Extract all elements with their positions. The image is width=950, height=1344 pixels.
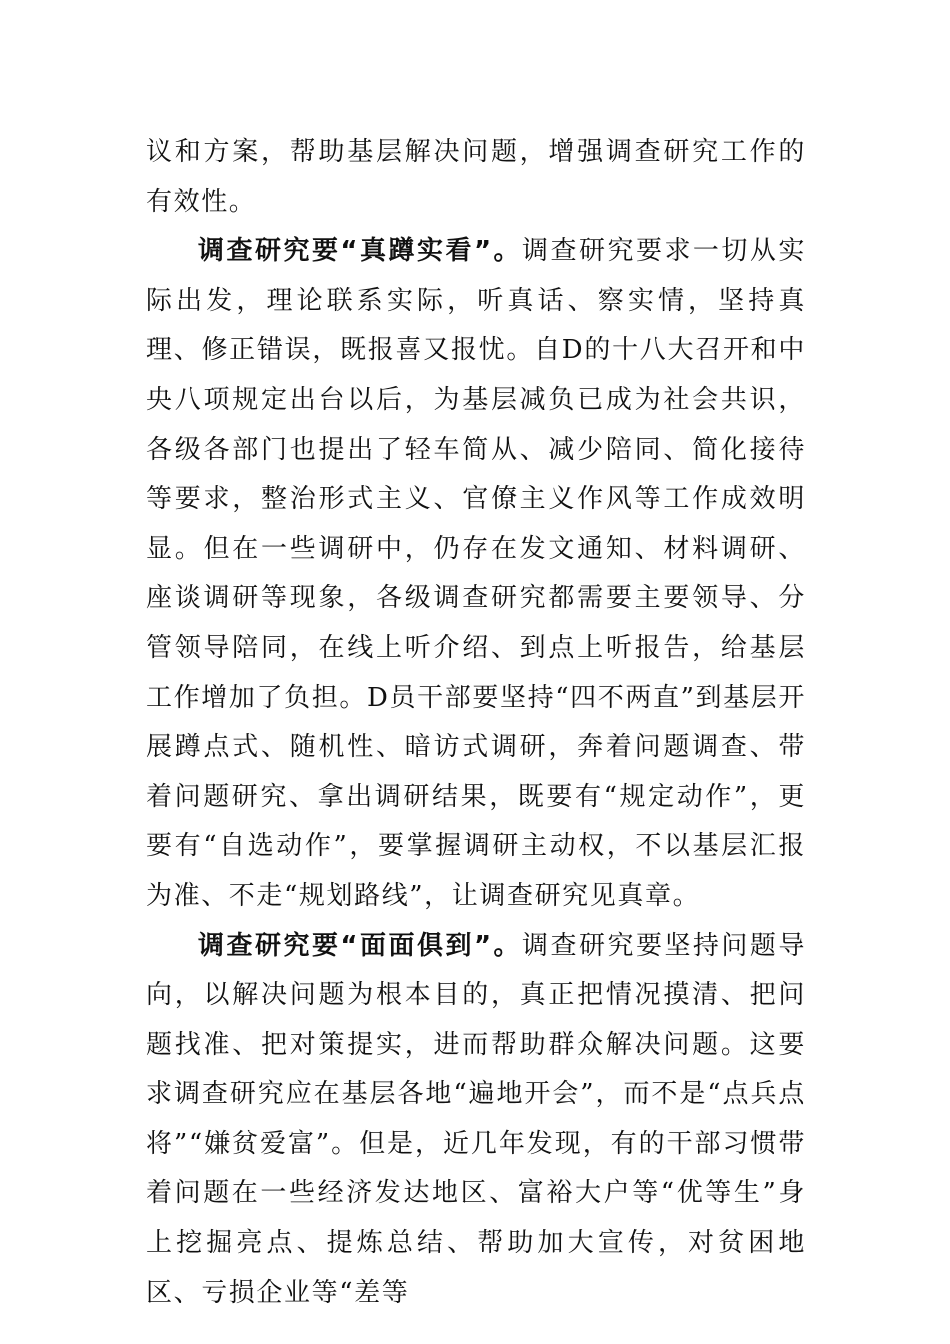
paragraph-body-text: 调查研究要坚持问题导向，以解决问题为根本目的，真正把情况摸清、把问题找准、把对策提实，进而帮助群众解决问题。这要求调查研究应在基层各地“遍地开会”，而不是“点兵点将”“嫌贫爱富”。但是，近几年发现，有的干部习惯带着问题在一些经济发达地区、富裕大户等“优等生”身上挖掘亮点、提炼总结、帮助加大宣传，对贫困地区、亏损企业等“差等 [146, 930, 806, 1308]
paragraph-mian-mian-ju-dao [146, 922, 806, 1319]
paragraph-continuation [146, 128, 806, 227]
paragraph-heading: 调查研究要“真蹲实看”。 [198, 236, 523, 267]
paragraph-zhen-dun-shi-kan [146, 227, 806, 921]
paragraph-body-text: 议和方案，帮助基层解决问题，增强调查研究工作的有效性。 [146, 137, 806, 217]
document-body [146, 128, 806, 1318]
paragraph-body-text: 调查研究要求一切从实际出发，理论联系实际，听真话、察实情，坚持真理、修正错误，既报喜又报忧。自D的十八大召开和中央八项规定出台以后，为基层减负已成为社会共识，各级各部门也提出了轻车简从、减少陪同、简化接待等要求，整治形式主义、官僚主义作风等工作成效明显。但在一些调研中，仍存在发文通知、材料调研、座谈调研等现象，各级调查研究都需要主要领导、分管领导陪同，在线上听介绍、到点上听报告，给基层工作增加了负担。D员干部要坚持“四不两直”到基层开展蹲点式、随机性、暗访式调研，奔着问题调查、带着问题研究、拿出调研结果，既要有“规定动作”，更要有“自选动作”，要掌握调研主动权，不以基层汇报为准、不走“规划路线”，让调查研究见真章。 [146, 236, 806, 911]
paragraph-heading: 调查研究要“面面俱到”。 [198, 930, 523, 961]
